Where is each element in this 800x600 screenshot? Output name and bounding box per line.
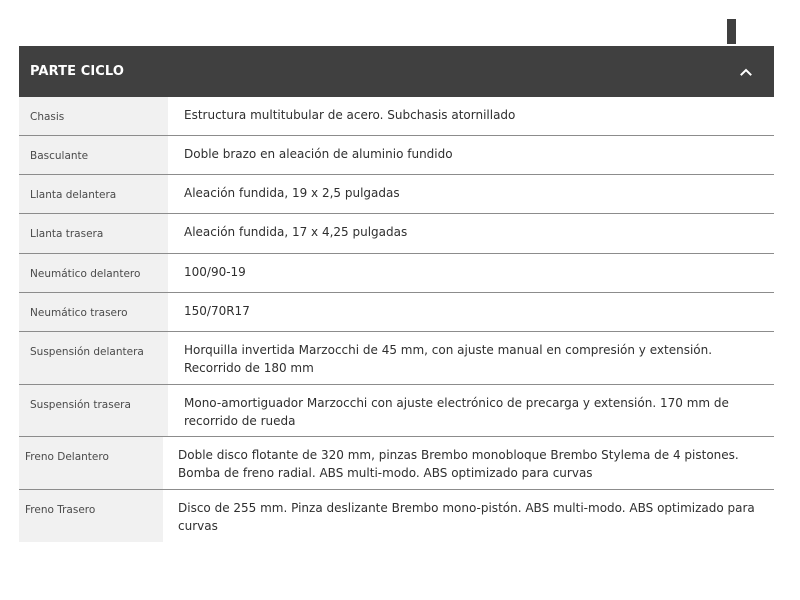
scroll-marker <box>727 19 736 44</box>
spec-label: Freno Trasero <box>19 490 163 542</box>
spec-label: Freno Delantero <box>19 437 163 489</box>
spec-row-neumatico-trasero <box>19 293 774 332</box>
spec-value: Horquilla invertida Marzocchi de 45 mm, con ajuste manual en compresión y extensión. Recorrido de 180 mm <box>184 343 713 375</box>
spec-row-neumatico-delantero <box>19 254 774 293</box>
spec-row-basculante <box>19 136 774 175</box>
spec-value: Mono-amortiguador Marzocchi con ajuste electrónico de precarga y extensión. 170 mm de recorrido de rueda <box>184 396 729 428</box>
spec-row-suspension-trasera <box>19 385 774 437</box>
spec-label: Llanta delantera <box>19 175 168 213</box>
spec-row-chasis <box>19 97 774 136</box>
spec-label: Suspensión delantera <box>19 332 168 384</box>
spec-label: Llanta trasera <box>19 214 168 253</box>
spec-row-freno-delantero <box>19 437 774 490</box>
accordion-header[interactable] <box>19 46 774 97</box>
spec-value: 150/70R17 <box>184 304 250 318</box>
spec-value: 100/90-19 <box>184 265 246 279</box>
spec-label: Chasis <box>19 97 168 135</box>
spec-row-llanta-trasera <box>19 214 774 254</box>
spec-row-llanta-delantera <box>19 175 774 214</box>
spec-accordion <box>19 46 774 542</box>
spec-value: Doble disco flotante de 320 mm, pinzas Brembo monobloque Brembo Stylema de 4 pistones. Bomba de freno radial. ABS multi-modo. ABS optimizado para curvas <box>178 448 739 480</box>
spec-row-freno-trasero <box>19 490 774 542</box>
spec-label: Suspensión trasera <box>19 385 168 436</box>
spec-value: Aleación fundida, 17 x 4,25 pulgadas <box>184 225 408 239</box>
spec-value: Disco de 255 mm. Pinza deslizante Brembo mono-pistón. ABS multi-modo. ABS optimizado para curvas <box>178 501 755 533</box>
spec-row-suspension-delantera <box>19 332 774 385</box>
section-title: PARTE CICLO <box>30 64 124 79</box>
spec-value: Aleación fundida, 19 x 2,5 pulgadas <box>184 186 400 200</box>
spec-value: Doble brazo en aleación de aluminio fundido <box>184 147 453 161</box>
spec-label: Neumático delantero <box>19 254 168 292</box>
chevron-up-icon[interactable] <box>740 66 752 78</box>
spec-label: Neumático trasero <box>19 293 168 331</box>
spec-label: Basculante <box>19 136 168 174</box>
spec-value: Estructura multitubular de acero. Subchasis atornillado <box>184 108 516 122</box>
spec-table <box>19 97 774 542</box>
